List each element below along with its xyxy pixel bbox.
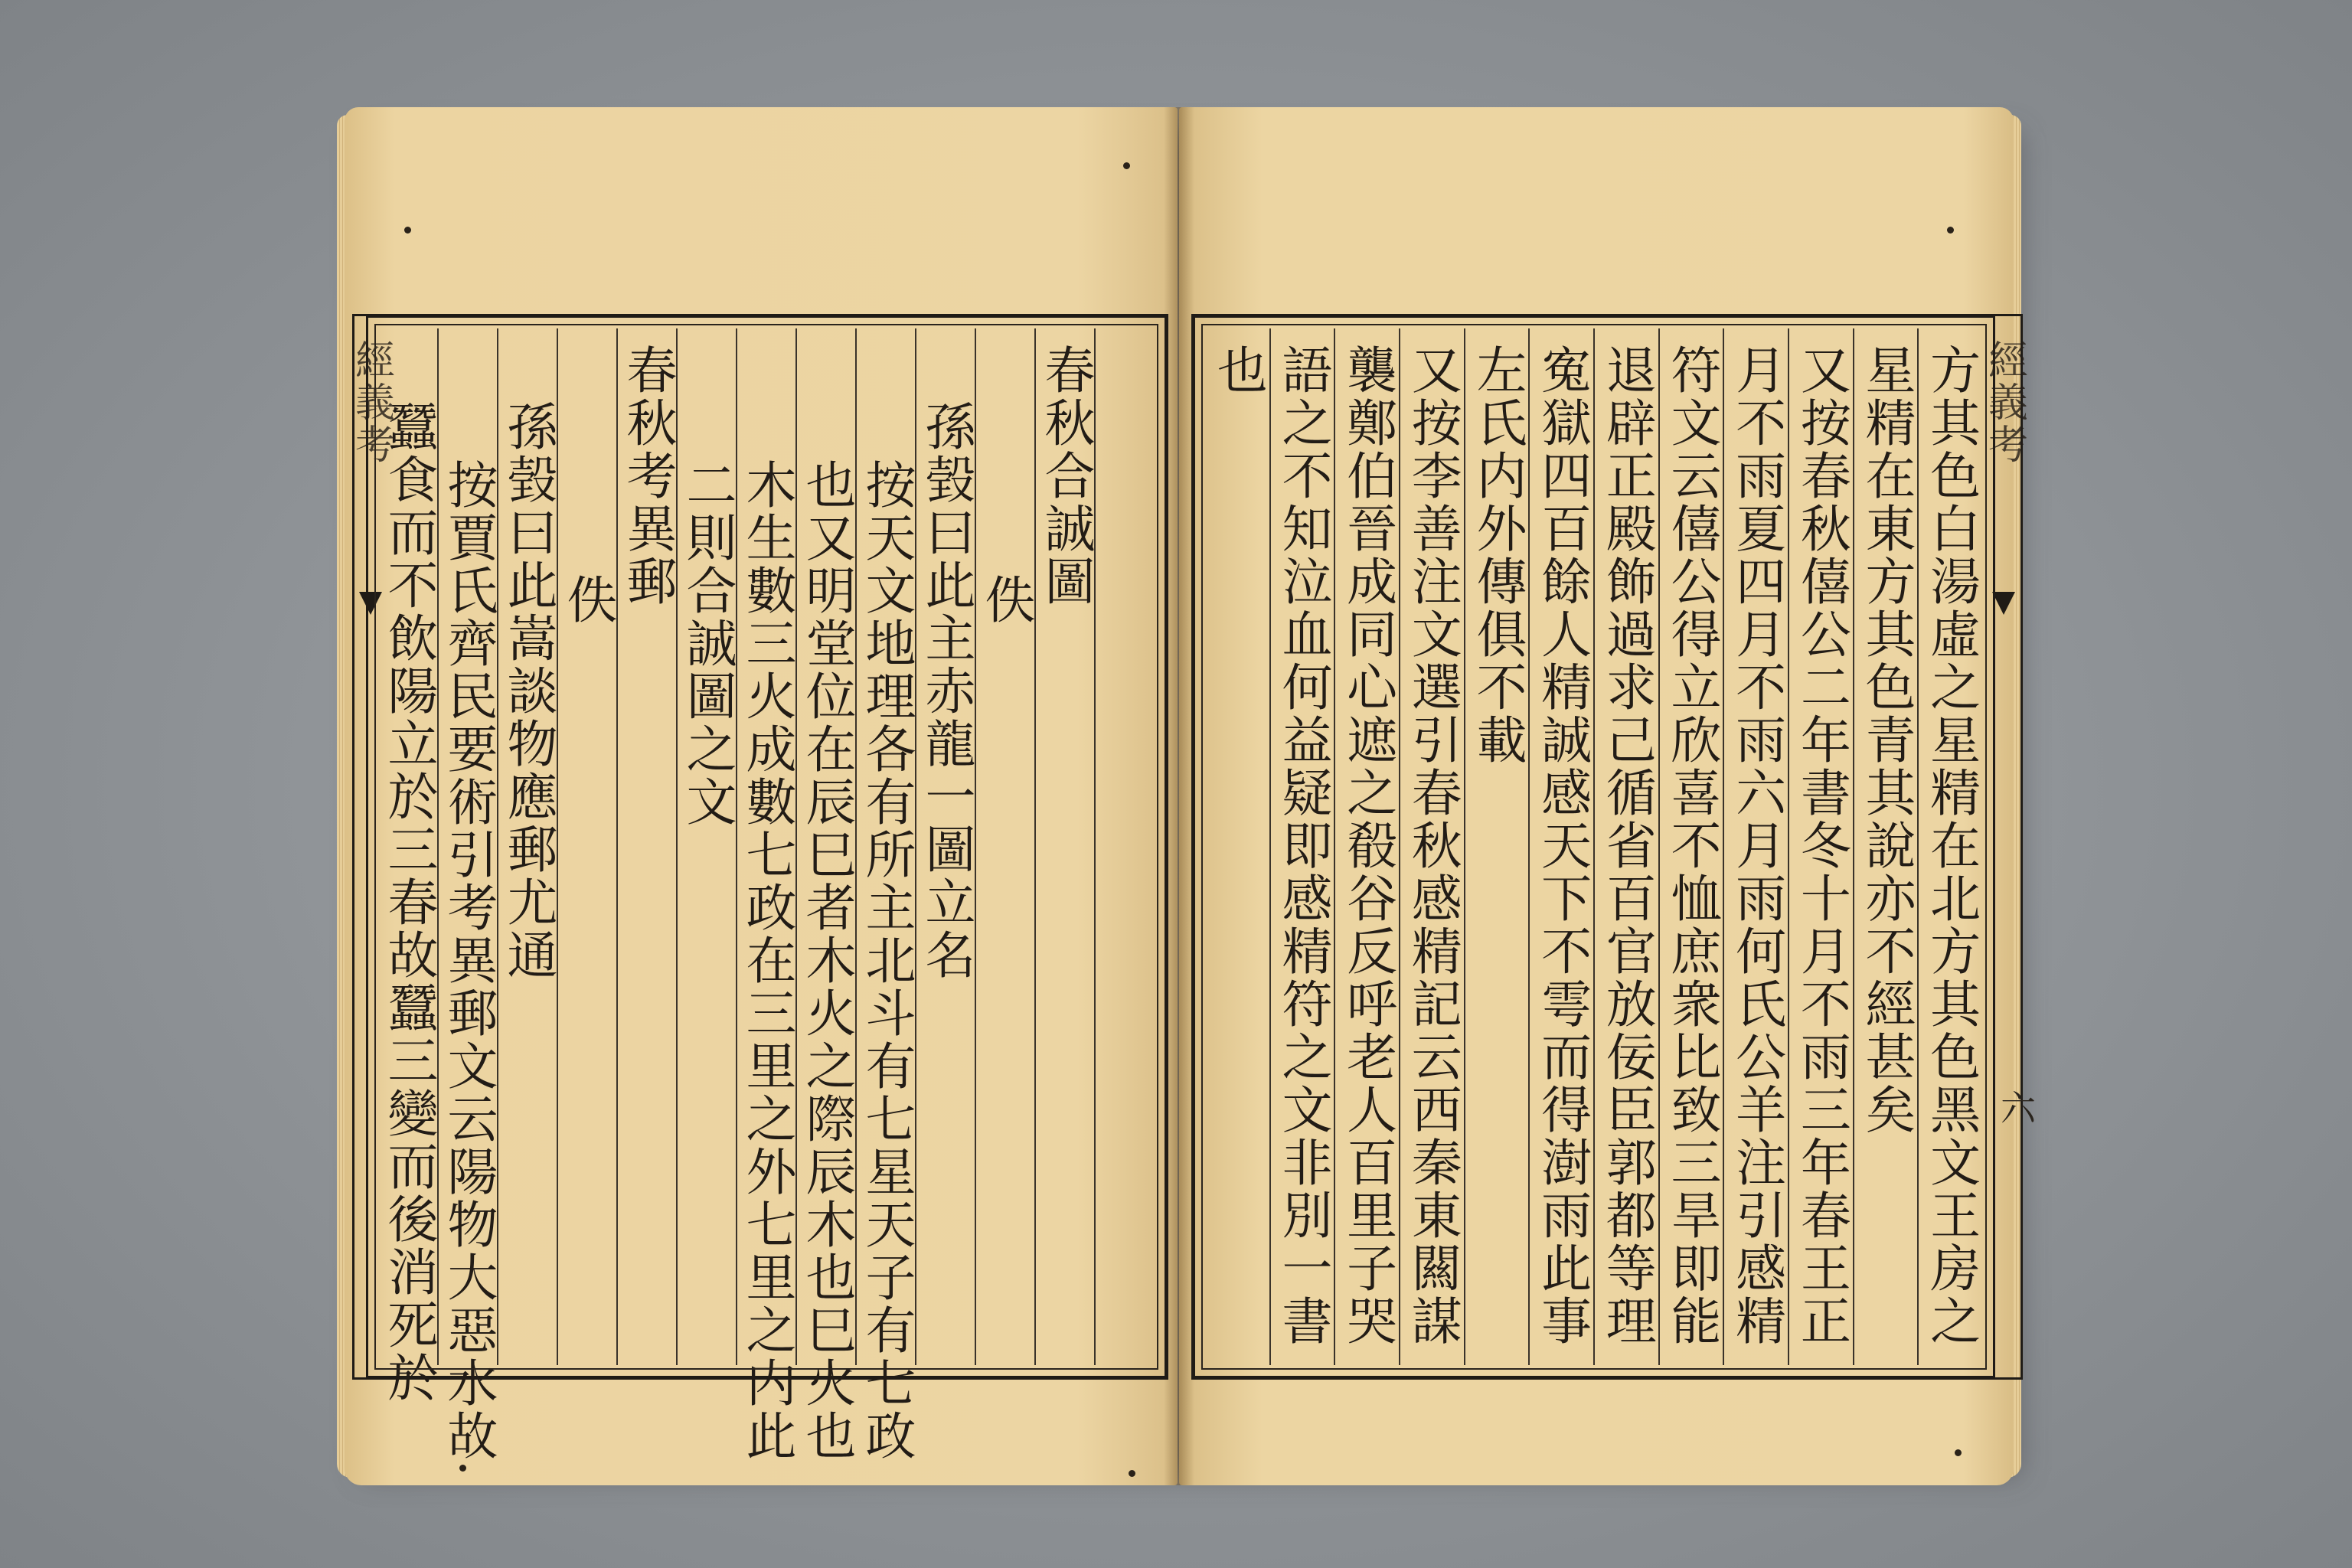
text-column	[437, 328, 498, 1462]
right-text-frame	[1191, 314, 1995, 1380]
text-column	[1593, 328, 1658, 1365]
column-text: 方其色白湯虛之星精在北方其色黑文王房之	[1921, 344, 1981, 1348]
column-text: 又按春秋僖公二年書冬十月不雨三年春王正	[1792, 344, 1851, 1348]
column-text: 也	[1208, 344, 1268, 397]
column-text: 春秋合誠圖	[1036, 344, 1095, 608]
column-text: 也又明堂位在辰巳者木火之際辰木也巳火也	[797, 459, 856, 1462]
text-column	[1034, 328, 1094, 1365]
text-column	[1658, 328, 1723, 1365]
right-banxin	[1981, 314, 2037, 1380]
column-text: 左氏内外傳俱不載	[1467, 344, 1527, 766]
text-column	[736, 328, 796, 1462]
text-column	[616, 328, 676, 1365]
text-column	[975, 328, 1034, 1365]
book-gutter	[1164, 107, 1194, 1485]
text-column	[915, 328, 975, 1365]
stitch-hole	[1129, 1470, 1135, 1477]
stitch-hole	[1947, 227, 1954, 234]
column-text: 月不雨夏四月不雨六月雨何氏公羊注引感精	[1726, 344, 1786, 1348]
left-columns	[379, 328, 1154, 1462]
column-text: 符文云僖公得立欣喜不恤庶衆比致三旱即能	[1661, 344, 1721, 1348]
banxin-title: 經義考	[1981, 339, 2027, 466]
right-columns	[1206, 328, 1982, 1365]
column-text: 襲鄭伯晉成同心遮之殽谷反呼老人百里子哭	[1338, 344, 1397, 1348]
stitch-hole	[1123, 162, 1130, 169]
text-column	[1206, 328, 1269, 1365]
stitch-hole	[404, 227, 411, 234]
text-column	[1853, 328, 1918, 1365]
column-text: 按賈氏齊民要術引考異郵文云陽物大惡水故	[439, 459, 498, 1462]
column-text: 按天文地理各有所主北斗有七星天子有七政	[857, 459, 916, 1462]
text-column	[497, 328, 557, 1365]
page-number: 六	[1995, 1089, 2037, 1125]
text-column	[855, 328, 916, 1462]
banxin-title: 經義考	[348, 339, 394, 466]
text-column	[1723, 328, 1788, 1365]
column-text: 佚	[558, 573, 617, 626]
text-column	[1528, 328, 1593, 1365]
text-column	[1269, 328, 1334, 1365]
column-text: 又按李善注文選引春秋感精記云西秦東闗謀	[1403, 344, 1462, 1348]
column-text: 孫㲄曰此嵩談物應郵尤通	[498, 400, 557, 982]
text-column	[1464, 328, 1529, 1365]
text-column	[1094, 328, 1154, 1365]
text-column	[1399, 328, 1464, 1365]
column-text: 春秋考異郵	[618, 344, 677, 608]
stitch-hole	[459, 1465, 466, 1472]
column-text: 寃獄四百餘人精誠感天下不雩而得澍雨此事	[1532, 344, 1592, 1348]
text-column	[676, 328, 736, 1365]
text-column	[1788, 328, 1853, 1365]
text-column	[1917, 328, 1982, 1365]
stitch-hole	[1955, 1449, 1962, 1456]
text-column	[557, 328, 616, 1365]
column-text: 二則合誠圖之文	[678, 459, 737, 828]
left-text-frame	[366, 314, 1168, 1462]
column-text: 木生數三火成數七政在三里之外七里之内此	[737, 459, 796, 1462]
column-text: 星精在東方其色青其說亦不經甚矣	[1856, 344, 1916, 1136]
text-column	[795, 328, 856, 1462]
column-text: 孫㲄曰此主赤龍一圖立名	[916, 400, 975, 982]
text-column	[379, 328, 438, 1404]
text-column	[1334, 328, 1399, 1365]
column-text: 退辟正殿飾過求己循省百官放佞臣郭都等理	[1597, 344, 1657, 1348]
column-text: 語之不知泣血何益疑即感精符之文非別一書	[1272, 344, 1332, 1348]
column-text: 佚	[976, 573, 1035, 626]
column-text: 蠶食而不飲陽立於三春故蠶三變而後消死於	[379, 400, 438, 1404]
